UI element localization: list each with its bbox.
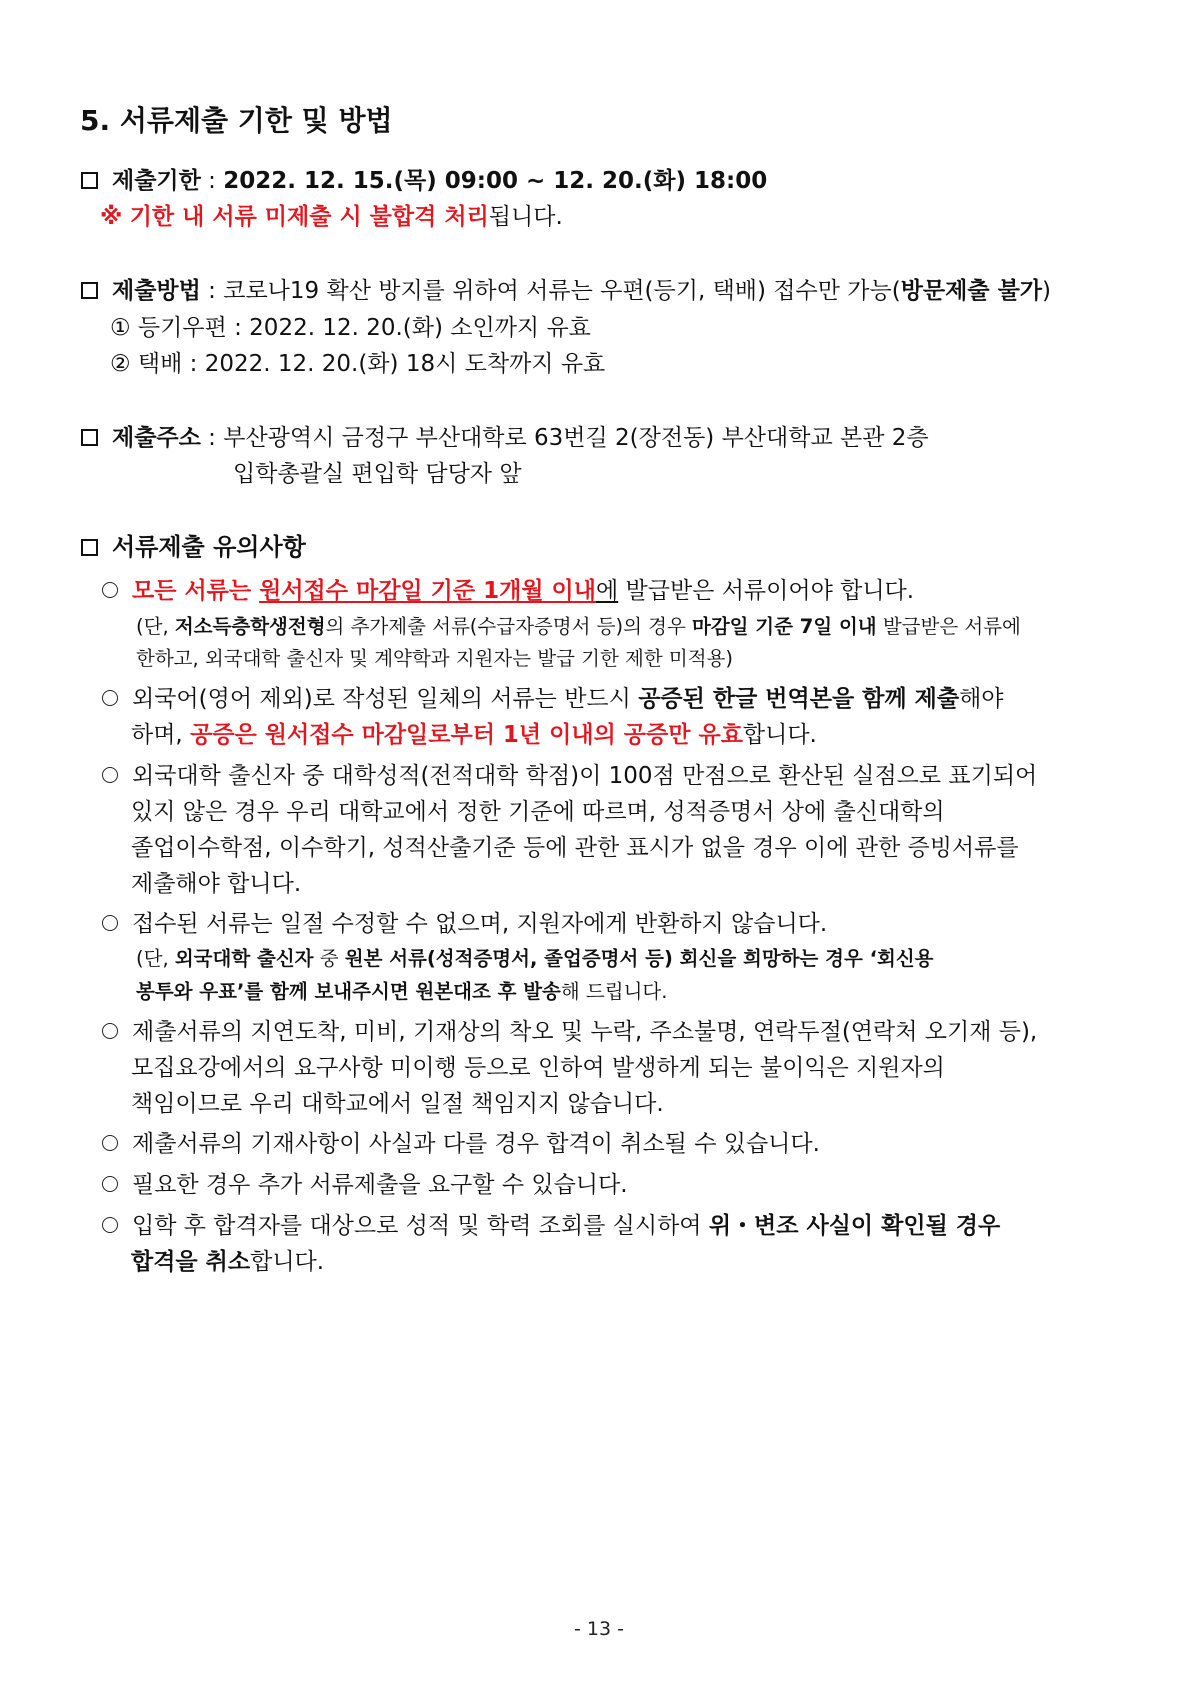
text: 중 [313,947,345,970]
note-1-red: 모든 서류는 [132,578,260,604]
note-1 [102,576,914,606]
bullet-circle-icon [102,690,118,706]
deadline-colon: : [200,168,224,194]
text-bold: 마감일 기준 7일 이내 [691,615,877,638]
address-line-1: 부산광역시 금정구 부산대학로 63번길 2(장전동) 부산대학교 본관 2층 [223,425,929,451]
note-8 [102,1211,1000,1241]
method-close: ) [1042,278,1051,304]
note-5 [102,1017,1037,1047]
bullet-circle-icon [102,1217,118,1233]
text: 해야 [959,686,1004,712]
note-3-line-3: 졸업이수학점, 이수학기, 성적산출기준 등에 관한 표시가 없을 경우 이에 관한 증빙서류를 [131,835,1019,861]
note-1-red-underline: 원서접수 마감일 기준 1개월 이내 [259,578,596,604]
note-1-sub-1 [136,614,1021,640]
text: 제출서류의 기재사항이 사실과 다를 경우 합격이 취소될 수 있습니다. [132,1131,820,1157]
deadline-warning [100,202,563,232]
note-1-sub-2: 한하고, 외국대학 출신자 및 계약학과 지원자는 발급 기한 제한 미적용) [136,647,734,670]
method-bold: 방문제출 불가 [900,278,1043,304]
bullet-circle-icon [102,582,118,598]
note-1-underline: 에 [595,578,619,604]
bullet-circle-icon [102,767,118,783]
checkbox-square-icon [81,172,98,189]
bullet-circle-icon [102,1176,118,1192]
note-3-line-4: 제출해야 합니다. [131,871,302,897]
method-text: 코로나19 확산 방지를 위하여 서류는 우편(등기, 택배) 접수만 가능( [223,278,901,304]
note-1-rest: 발급받은 서류이어야 합니다. [618,578,915,604]
text: (단, [136,947,175,970]
note-4-sub-2 [136,979,667,1005]
reference-mark-icon: ※ [100,204,123,230]
method-item-2: ② 택배 : 2022. 12. 20.(화) 18시 도착까지 유효 [110,351,606,377]
text-red: 공증은 원서접수 마감일로부터 1년 이내의 공증만 유효 [190,722,743,748]
text: 하며, [131,722,191,748]
bullet-circle-icon [102,1135,118,1151]
note-2 [102,684,1004,714]
text: 입학 후 합격자를 대상으로 성적 및 학력 조회를 실시하여 [132,1213,709,1239]
note-2-line-2 [131,720,817,750]
notes-title-row [81,532,306,562]
text: 해 드립니다. [560,980,668,1003]
page-number: - 13 - [574,1618,624,1640]
note-3-line-2: 있지 않은 경우 우리 대학교에서 정한 기준에 따르며, 성적증명서 상에 출신대학의 [131,799,945,825]
text: 외국대학 출신자 중 대학성적(전적대학 학점)이 100점 만점으로 환산된 실점으로 표기되어 [132,763,1038,789]
text-bold: 위・변조 사실이 확인될 경우 [708,1213,1001,1239]
text-bold: 원본 서류(성적증명서, 졸업증명서 등) 회신을 희망하는 경우 ‘회신용 [344,947,934,970]
note-4-sub-1 [136,946,934,972]
method-colon: : [200,278,224,304]
text-bold: 합격을 취소 [131,1249,251,1275]
text: 합니다. [742,722,817,748]
note-4 [102,909,827,939]
checkbox-square-icon [81,282,98,299]
note-5-line-3: 책임이므로 우리 대학교에서 일절 책임지지 않습니다. [131,1091,664,1117]
text: 발급받은 서류에 [876,615,1021,638]
notes-title: 서류제출 유의사항 [112,533,306,561]
text: 필요한 경우 추가 서류제출을 요구할 수 있습니다. [132,1172,628,1198]
checkbox-square-icon [81,539,98,556]
address-colon: : [200,425,224,451]
deadline-row [81,166,767,196]
text: 합니다. [250,1249,325,1275]
text-bold: 공증된 한글 번역본을 함께 제출 [638,686,960,712]
bullet-circle-icon [102,1023,118,1039]
address-line-2: 입학총괄실 편입학 담당자 앞 [233,461,522,487]
method-label: 제출방법 [112,278,201,304]
text: 외국어(영어 제외)로 작성된 일체의 서류는 반드시 [132,686,639,712]
text-bold: 봉투와 우표’를 함께 보내주시면 원본대조 후 발송 [136,980,561,1003]
note-3 [102,761,1037,791]
text-bold: 외국대학 출신자 [174,947,314,970]
note-5-line-2: 모집요강에서의 요구사항 미이행 등으로 인하여 발생하게 되는 불이익은 지원자의 [131,1055,945,1081]
deadline-warning-rest: 됩니다. [488,204,563,230]
section-heading: 5. 서류제출 기한 및 방법 [80,104,393,137]
text-bold: 저소득층학생전형 [174,615,326,638]
text: (단, [136,615,175,638]
method-row [81,276,1051,306]
text: 접수된 서류는 일절 수정할 수 없으며, 지원자에게 반환하지 않습니다. [132,911,828,937]
method-item-1: ① 등기우편 : 2022. 12. 20.(화) 소인까지 유효 [110,315,591,341]
deadline-value: 2022. 12. 15.(목) 09:00 ~ 12. 20.(화) 18:00 [223,168,768,194]
address-row [81,423,929,453]
deadline-warning-red: 기한 내 서류 미제출 시 불합격 처리 [129,204,489,230]
text: 의 추가제출 서류(수급자증명서 등)의 경우 [325,615,692,638]
bullet-circle-icon [102,915,118,931]
note-8-line-2 [131,1247,324,1277]
note-7 [102,1170,628,1200]
deadline-label: 제출기한 [112,168,201,194]
text: 제출서류의 지연도착, 미비, 기재상의 착오 및 누락, 주소불명, 연락두절(연락처 오기재 등), [132,1019,1038,1045]
note-6 [102,1129,820,1159]
checkbox-square-icon [81,429,98,446]
address-label: 제출주소 [112,425,201,451]
